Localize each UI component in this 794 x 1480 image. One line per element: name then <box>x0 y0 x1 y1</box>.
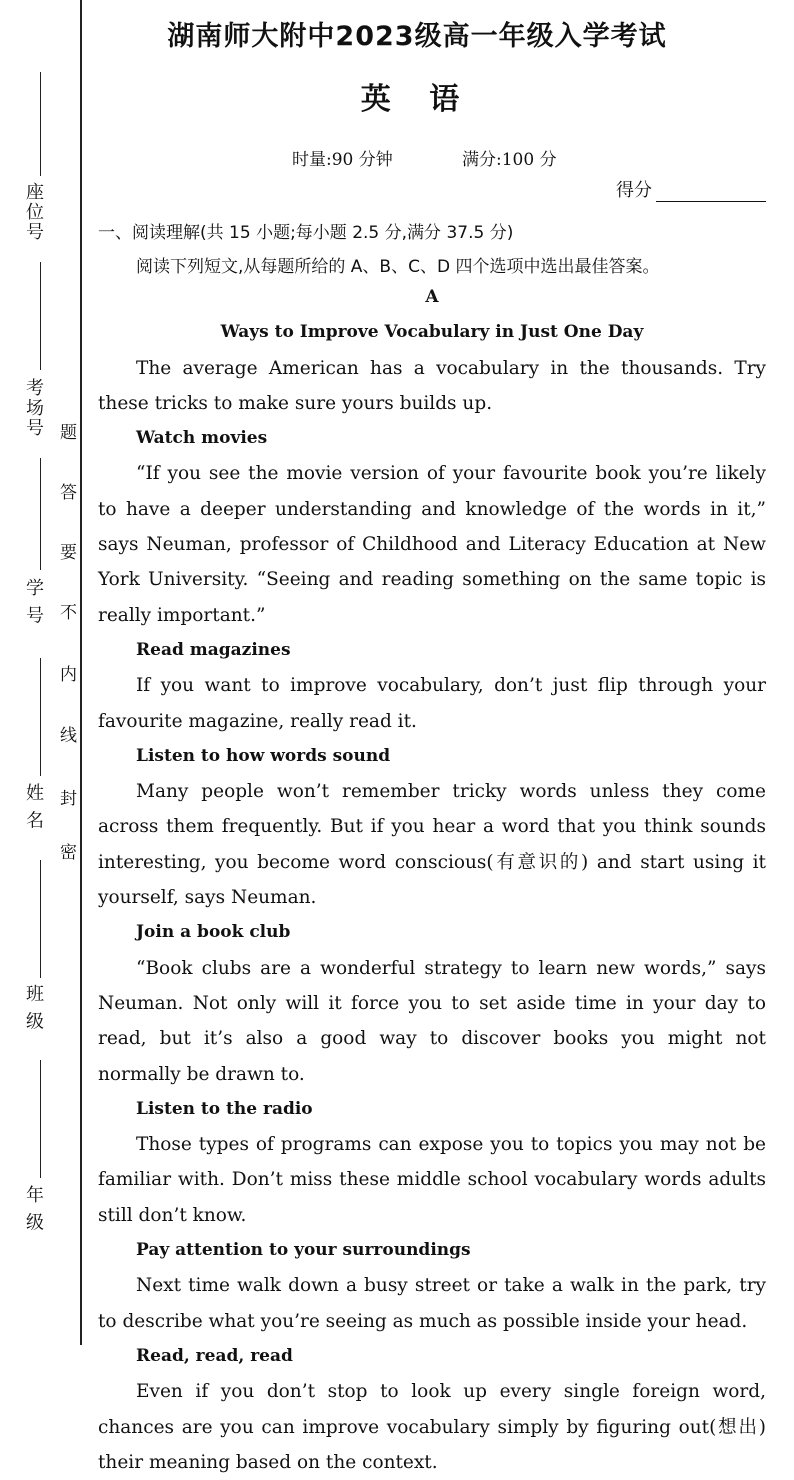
seal-char: 要 <box>60 543 77 563</box>
binding-line <box>80 0 82 1345</box>
tip-text: Even if you don’t stop to look up every single foreign word, chances are you can improve vocabulary simply by figuring out(想出) their meaning based on the context. <box>98 1381 766 1473</box>
score-line[interactable] <box>656 183 766 202</box>
seal-char: 答 <box>60 483 77 503</box>
exam-room-line <box>40 262 41 370</box>
seal-char: 密 <box>60 843 77 863</box>
exam-room-label: 考场号 <box>23 378 44 438</box>
name-label: 姓 名 <box>23 783 44 831</box>
passage <box>98 280 766 1480</box>
tip-text: If you want to improve vocabulary, don’t just flip through your favourite magazine, really read it. <box>98 675 766 732</box>
tip-text: “If you see the movie version of your favourite book you’re likely to have a deeper understanding and knowledge of the words in it,” says Neuman, professor of Childhood and Literacy Education at New York University. “Seeing and reading something on the same topic is really important.” <box>98 463 766 626</box>
score-box <box>616 176 766 202</box>
tip-heading: Read magazines <box>136 639 291 660</box>
class-label: 班 级 <box>23 984 44 1032</box>
score-label: 得分 <box>616 180 652 201</box>
grade-label: 年 级 <box>23 1185 44 1233</box>
section-instruction: 阅读下列短文,从每题所给的 A、B、C、D 四个选项中选出最佳答案。 <box>136 257 660 277</box>
tip-heading: Pay attention to your surroundings <box>136 1240 471 1261</box>
tip-text: Many people won’t remember tricky words unless they come across them frequently. But if you hear a word that you think sounds interesting, you become word conscious(有意识的) and start using it yourself, says Neuman. <box>98 781 766 909</box>
student-id-line <box>40 458 41 570</box>
seal-char: 不 <box>60 603 77 623</box>
passage-title: Ways to Improve Vocabulary in Just One Day <box>220 322 644 343</box>
passage-intro: The average American has a vocabulary in the thousands. Try these tricks to make sure yours builds up. <box>98 357 766 414</box>
tip-heading: Watch movies <box>136 428 268 449</box>
seal-char: 题 <box>60 423 77 443</box>
seal-char: 线 <box>60 726 77 746</box>
tip-text: “Book clubs are a wonderful strategy to learn new words,” says Neuman. Not only will it force you to set aside time in your day to read, but it’s also a good way to discover books you might not normally be drawn to. <box>98 957 766 1085</box>
seal-char: 封 <box>60 789 77 809</box>
tip-heading: Listen to the radio <box>136 1098 313 1119</box>
full-score: 满分:100 分 <box>462 150 557 170</box>
seal-char: 内 <box>60 665 77 685</box>
grade-line <box>40 1060 41 1178</box>
class-line <box>40 860 41 978</box>
tip-text: Those types of programs can expose you to topics you may not be familiar with. Don’t miss these middle school vocabulary words adults still don’t know. <box>98 1134 766 1226</box>
passage-letter: A <box>425 287 439 307</box>
tip-text: Next time walk down a busy street or take a walk in the park, try to describe what you’re seeing as much as possible inside your head. <box>98 1275 766 1332</box>
time-limit: 时量:90 分钟 <box>292 150 393 170</box>
section-heading: 一、阅读理解(共 15 小题;每小题 2.5 分,满分 37.5 分) <box>98 223 514 243</box>
exam-title: 湖南师大附中2023级高一年级入学考试 <box>167 21 667 52</box>
subject-title: 英 语 <box>360 82 474 117</box>
tip-heading: Join a book club <box>136 922 291 943</box>
tip-heading: Listen to how words sound <box>136 745 391 766</box>
student-id-label: 学 号 <box>23 578 44 626</box>
name-line <box>40 658 41 776</box>
seat-number-label: 座位号 <box>23 182 44 242</box>
tip-heading: Read, read, read <box>136 1345 293 1366</box>
